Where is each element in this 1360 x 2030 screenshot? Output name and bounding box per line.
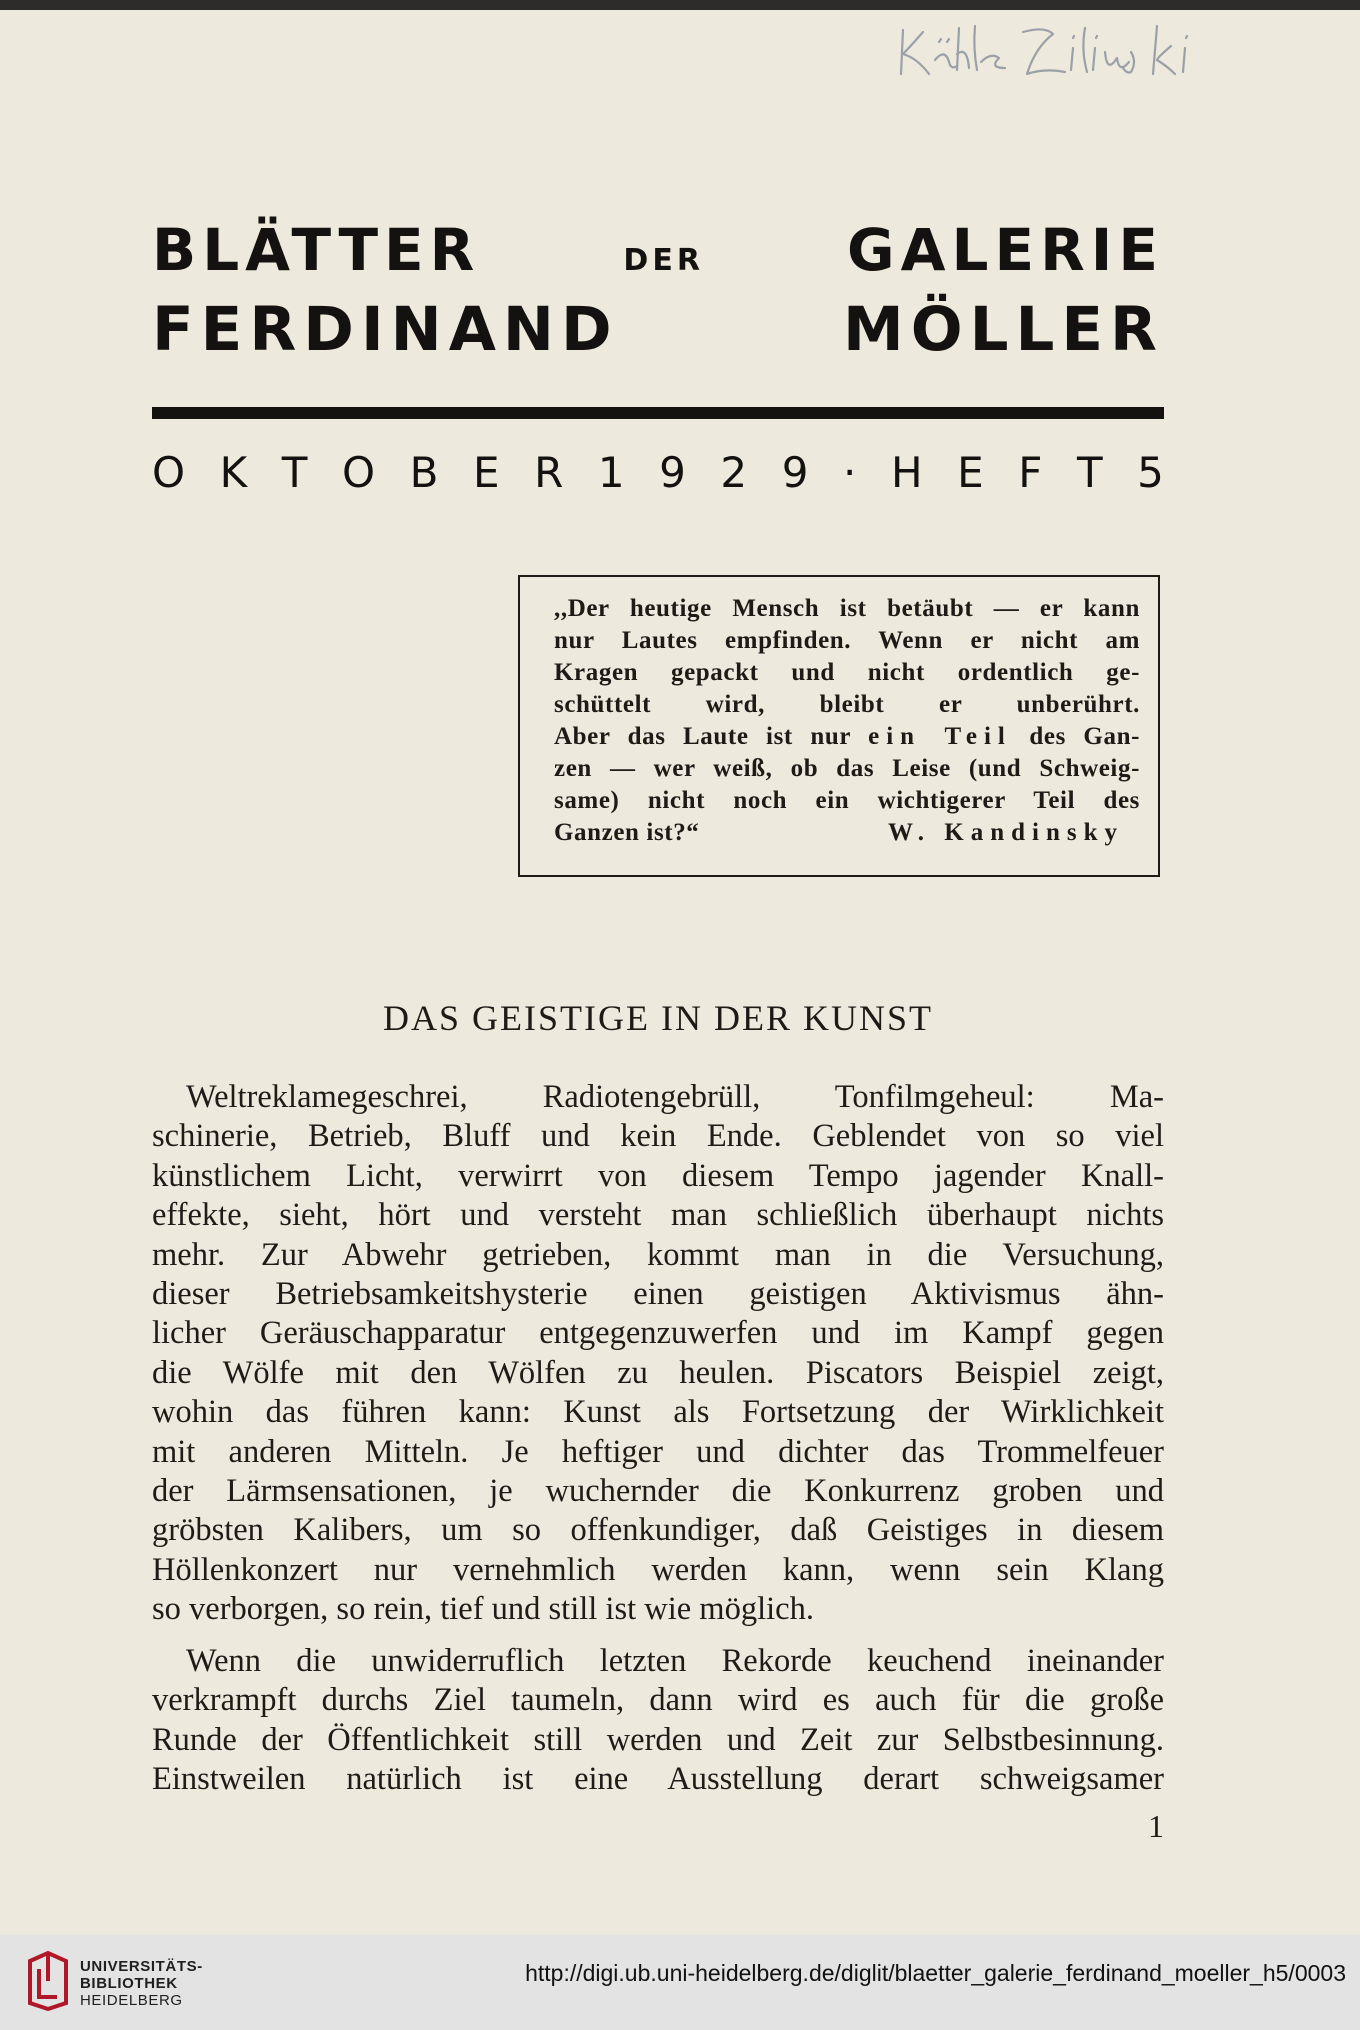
issue-char: T	[1076, 448, 1103, 497]
issue-char: O	[152, 448, 186, 497]
issue-char: F	[1018, 448, 1043, 497]
issue-char: 5	[1137, 448, 1164, 497]
issue-char: R	[534, 448, 564, 497]
quote-author: W. Kandinsky	[888, 819, 1124, 846]
masthead-line-1	[152, 215, 1164, 296]
quote-last-line	[554, 817, 1140, 849]
quote-line: ,,Der heutige Mensch ist betäubt — er kann	[554, 595, 1140, 622]
text-line: Höllenkonzert nur vernehmlich werden kann, wenn sein Klang	[152, 1551, 1164, 1588]
text-line: Einstweilen natürlich ist eine Ausstellung derart schweigsamer	[152, 1760, 1164, 1797]
quote-line: nur Lautes empfinden. Wenn er nicht am	[554, 627, 1140, 654]
issue-char: 9	[781, 448, 809, 497]
text-line: wohin das führen kann: Kunst als Fortsetzung der Wirklichkeit	[152, 1394, 1164, 1431]
university-library-logo-icon	[26, 1951, 70, 2011]
text-line: dieser Betriebsamkeitshysterie einen geistigen Aktivismus ähn-	[152, 1276, 1164, 1313]
library-name-line: UNIVERSITÄTS-	[80, 1958, 203, 1975]
text-line: der Lärmsensationen, je wuchernder die Konkurrenz groben und	[152, 1473, 1164, 1510]
library-name-line: BIBLIOTHEK	[80, 1975, 178, 1992]
article-paragraph	[152, 1642, 1164, 1800]
issue-char: 2	[720, 448, 748, 497]
issue-char: K	[219, 448, 248, 497]
issue-char: 1	[597, 448, 625, 497]
quote-box	[518, 575, 1160, 877]
source-url-link[interactable]: http://digi.ub.uni-heidelberg.de/diglit/blaetter_galerie_ferdinand_moeller_h5/0003	[525, 1960, 1346, 1986]
text-line: Weltreklamegeschrei, Radiotengebrüll, Tonfilmgeheul: Ma-	[186, 1079, 1164, 1115]
page-number: 1	[1148, 1808, 1164, 1844]
issue-char: ·	[843, 448, 857, 497]
issue-char: T	[281, 448, 308, 497]
issue-char: H	[890, 448, 923, 497]
issue-char: B	[409, 448, 439, 497]
quote-segment: des Gan-	[1029, 723, 1140, 750]
masthead-rule	[152, 407, 1164, 419]
masthead-word-galerie: GALERIE	[847, 216, 1164, 284]
text-line: Wenn die unwiderruflich letzten Rekorde keuchend ineinander	[186, 1642, 1164, 1679]
masthead-word-blaetter: BLÄTTER	[152, 216, 481, 284]
issue-line	[152, 447, 1164, 499]
text-line: mit anderen Mitteln. Je heftiger und dichter das Trommelfeuer	[152, 1433, 1164, 1470]
issue-char: E	[472, 448, 500, 497]
quote-line: Kragen gepackt und nicht ordentlich ge-	[554, 659, 1140, 686]
text-line: so verborgen, so rein, tief und still ist wie möglich.	[152, 1591, 814, 1628]
text-line: schinerie, Betrieb, Bluff und kein Ende. Geblendet von so viel	[152, 1118, 1164, 1155]
article-paragraph	[152, 1078, 1164, 1630]
quote-line: zen — wer weiß, ob das Leise (und Schweig-	[554, 755, 1140, 782]
text-line: gröbsten Kalibers, um so offenkundiger, daß Geistiges in diesem	[152, 1512, 1164, 1549]
masthead-word-der: DER	[623, 243, 704, 278]
article-body	[152, 1078, 1164, 1799]
text-line: künstlichem Licht, verwirrt von diesem Tempo jagender Knall-	[152, 1157, 1164, 1194]
text-line: mehr. Zur Abwehr getrieben, kommt man in die Versuchung,	[152, 1236, 1164, 1273]
scan-top-edge	[0, 0, 1360, 10]
quote-line: same) nicht noch ein wichtigerer Teil des	[554, 787, 1140, 814]
library-name	[80, 1958, 203, 2009]
text-line: Runde der Öffentlichkeit still werden und Zeit zur Selbstbesinnung.	[152, 1721, 1164, 1758]
quote-closing: Ganzen ist?“	[554, 819, 700, 846]
handwritten-signature	[895, 18, 1275, 88]
text-line: licher Geräuschapparatur entgegenzuwerfen und im Kampf gegen	[152, 1315, 1164, 1352]
quote-line-emphasis	[554, 721, 1140, 753]
issue-char: 9	[659, 448, 686, 497]
article-title: DAS GEISTIGE IN DER KUNST	[383, 998, 933, 1038]
issue-char: E	[957, 448, 984, 497]
quote-segment: Aber das Laute ist nur	[554, 723, 851, 750]
library-name-line: HEIDELBERG	[80, 1992, 183, 2009]
quote-emphasis-spaced: ein Teil	[868, 723, 1012, 750]
issue-char: O	[341, 448, 376, 497]
text-line: verkrampft durchs Ziel taumeln, dann wird es auch für die große	[152, 1682, 1164, 1719]
quote-line: schüttelt wird, bleibt er unberührt.	[554, 691, 1140, 718]
footer-bar	[0, 1935, 1360, 2030]
text-line: effekte, sieht, hört und versteht man schließlich überhaupt nichts	[152, 1197, 1164, 1234]
text-line: die Wölfe mit den Wölfen zu heulen. Piscators Beispiel zeigt,	[152, 1354, 1164, 1391]
masthead-line-2: FERDINAND MÖLLER	[152, 294, 1164, 365]
